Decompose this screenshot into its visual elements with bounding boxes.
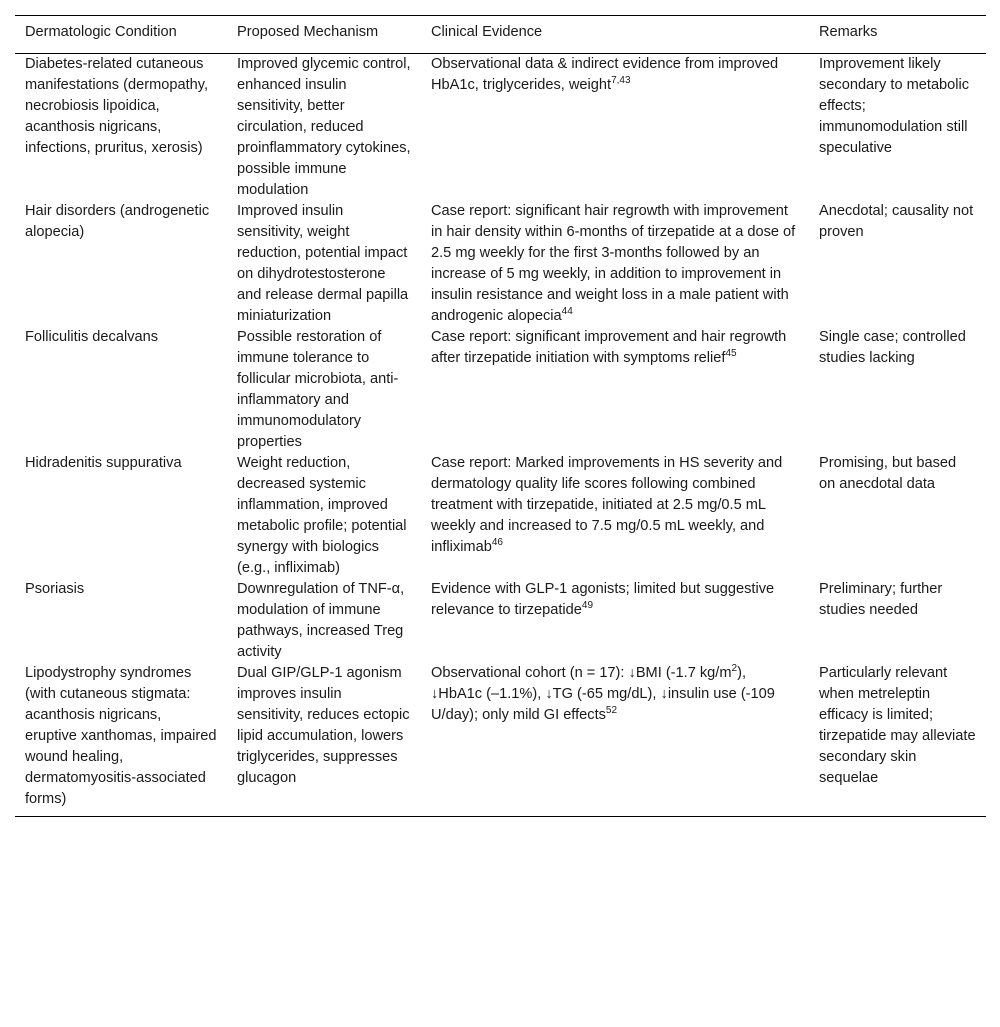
reference-superscript: 46 [491,537,503,549]
evidence-text: Case report: Marked improvements in HS severity and dermatology quality life scores following combined treatment with tirzepatide, initiated at 2.5 mg/0.5 mL weekly and increased to 7.5 mg/0.5 mL weekly, and infliximab [431,455,783,555]
header-condition: Dermatologic Condition [15,16,227,54]
cell-evidence [421,579,809,663]
cell-evidence [421,453,809,579]
cell-condition: Hair disorders (androgenetic alopecia) [25,203,210,240]
cell-mechanism: Possible restoration of immune tolerance to follicular microbiota, anti-inflammatory and immunomodulatory properties [237,329,399,450]
reference-superscript: 49 [581,600,594,612]
header-evidence: Clinical Evidence [421,16,809,54]
cell-condition: Psoriasis [25,581,85,597]
table-row [15,453,986,579]
table-row [15,201,986,327]
cell-remarks: Particularly relevant when metreleptin efficacy is limited; tirzepatide may alleviate secondary skin sequelae [809,663,986,817]
reference-superscript: 44 [561,306,573,318]
evidence-text: Case report: significant improvement and hair regrowth after tirzepatide initiation with symptoms relief [431,329,787,366]
cell-mechanism: Downregulation of TNF-α, modulation of immune pathways, increased Treg activity [237,581,405,660]
evidence-text: Case report: significant hair regrowth with improvement in hair density within 6-months of tirzepatide at a dose of 2.5 mg weekly for the first 3-months followed by an increase of 5 mg weekly, in addition to improvement in insulin resistance and weight loss in a male patient with androgenic alopecia [431,203,796,324]
cell-condition: Folliculitis decalvans [25,329,159,345]
cell-remarks: Promising, but based on anecdotal data [819,455,957,492]
cell-remarks: Improvement likely secondary to metabolic effects; immunomodulation still speculative [819,56,970,156]
evidence-text: Evidence with GLP-1 agonists; limited but suggestive relevance to tirzepatide [431,581,775,618]
cell-remarks: Preliminary; further studies needed [819,581,943,618]
reference-superscript: 7,43 [611,75,631,87]
evidence-text: Observational cohort (n = 17): ↓BMI (-1.7 kg/m [431,665,732,681]
cell-mechanism: Weight reduction, decreased systemic inflammation, improved metabolic profile; potential synergy with biologics (e.g., infliximab) [237,455,407,576]
unit-superscript: 2 [731,663,738,675]
cell-evidence [421,327,809,453]
evidence-text: ), ↓HbA1c (–1.1%), ↓TG (-65 mg/dL), ↓insulin use (-109 U/day); only mild GI effects [431,665,775,723]
table-row [15,663,986,817]
reference-superscript: 45 [725,348,737,360]
table-row [15,54,986,202]
cell-evidence [421,201,809,327]
cell-mechanism: Improved glycemic control, enhanced insulin sensitivity, better circulation, reduced proinflammatory cytokines, possible immune modulation [237,56,411,198]
cell-evidence [421,663,809,817]
header-remarks: Remarks [809,16,986,54]
cell-condition: Lipodystrophy syndromes (with cutaneous stigmata: acanthosis nigricans, eruptive xanthomas, impaired wound healing, dermatomyositis-associated forms) [15,663,227,817]
cell-condition: Hidradenitis suppurativa [25,455,182,471]
cell-remarks: Single case; controlled studies lacking [819,329,966,366]
table-row [15,579,986,663]
cell-mechanism: Dual GIP/GLP-1 agonism improves insulin sensitivity, reduces ectopic lipid accumulation, lowers triglycerides, suppresses glucagon [227,663,421,817]
cell-condition: Diabetes-related cutaneous manifestations (dermopathy, necrobiosis lipoidica, acanthosis nigricans, infections, pruritus, xerosis) [25,56,209,156]
cell-remarks: Anecdotal; causality not proven [819,203,974,240]
table-row [15,327,986,453]
dermatologic-conditions-table [15,15,986,817]
table-header-row [15,16,986,54]
cell-mechanism: Improved insulin sensitivity, weight reduction, potential impact on dihydrotestosterone and release dermal papilla miniaturization [237,203,409,324]
evidence-text: Observational data & indirect evidence from improved HbA1c, triglycerides, weight [431,56,779,93]
header-mechanism: Proposed Mechanism [227,16,421,54]
reference-superscript: 52 [605,705,618,717]
cell-evidence [421,54,809,202]
